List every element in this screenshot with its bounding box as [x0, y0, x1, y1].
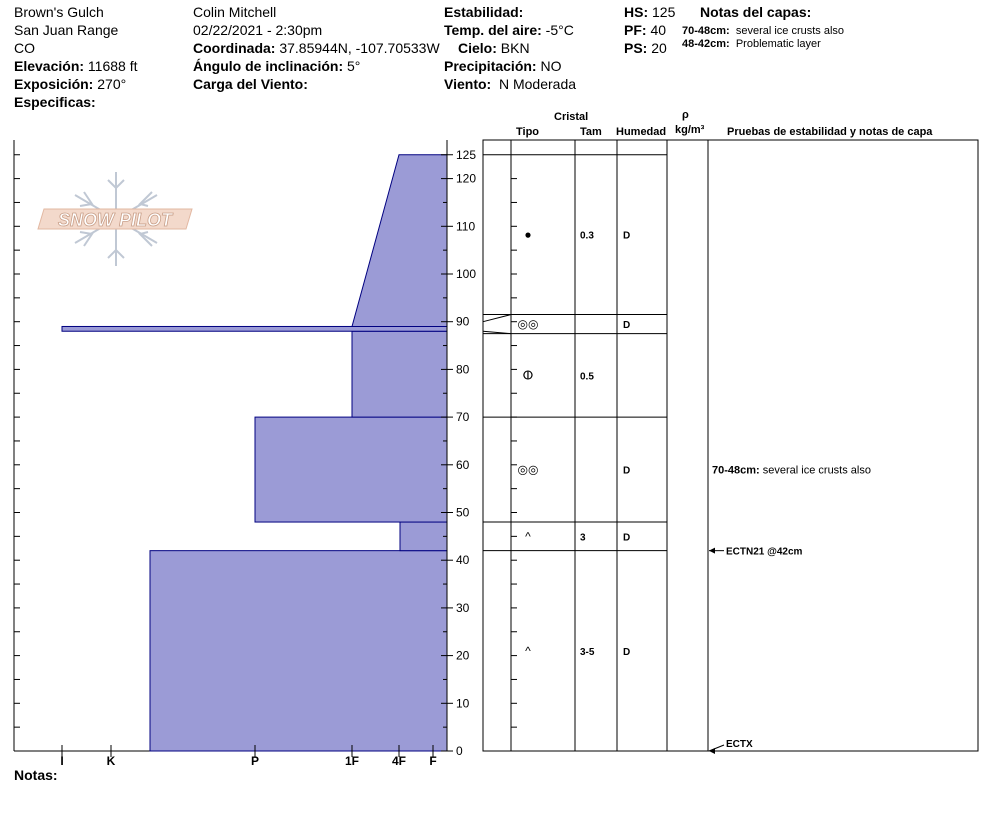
depth-tick-label: 120 [456, 171, 477, 186]
pf-value: 40 [650, 22, 667, 38]
depth-connector [483, 315, 511, 322]
grain-size: 0.5 [580, 371, 594, 383]
grain-type-symbol: ◎◎ [517, 317, 539, 332]
depth-tick-label: 80 [456, 362, 470, 377]
hardness-tick-label: K [106, 754, 116, 768]
stability-label: Estabilidad: [444, 4, 524, 20]
grain-size: 0.3 [580, 230, 594, 242]
specifics-label: Especificas: [14, 94, 96, 110]
hardness-tick-label: P [250, 754, 260, 768]
sky-value: BKN [500, 40, 530, 56]
aspect-label: Exposición: [14, 76, 94, 92]
pf-label: PF: [624, 22, 647, 38]
elevation-label: Elevación: [14, 58, 85, 74]
logo-text: SNOW PILOT [58, 210, 172, 230]
hs-value: 125 [652, 4, 676, 20]
depth-tick-label: 30 [456, 600, 470, 615]
depth-tick-label: 50 [456, 505, 470, 520]
wind-load-label: Carga del Viento: [193, 76, 308, 92]
test-marker-arrow [709, 748, 715, 754]
precip-label: Precipitación: [444, 58, 537, 74]
type-header: Tipo [516, 126, 540, 138]
depth-tick-label: 60 [456, 457, 470, 472]
observation-datetime: 02/22/2021 - 2:30pm [193, 22, 323, 38]
air-temp-label: Temp. del aire: [444, 22, 542, 38]
grain-type-symbol: ● [524, 227, 532, 242]
ps-label: PS: [624, 40, 648, 56]
density-unit-header: kg/m³ [675, 124, 705, 136]
depth-tick-label: 0 [456, 744, 463, 758]
test-label: ECTX [726, 739, 753, 750]
aspect-value: 270° [97, 76, 127, 92]
grain-type-symbol: ^ [525, 529, 531, 544]
air-temp-value: -5°C [545, 22, 574, 38]
hardness-tick-label: 1F [344, 754, 360, 768]
observer: Colin Mitchell [193, 4, 277, 20]
layer-notes-title: Notas del capas: [700, 4, 812, 20]
depth-tick-label: 90 [456, 314, 470, 329]
layer-note: 70-48cm: several ice crusts also [712, 464, 871, 477]
depth-tick-label: 20 [456, 648, 470, 663]
wind-label: Viento: [444, 76, 492, 92]
hardness-bar [400, 522, 447, 551]
precip-value: NO [540, 58, 562, 74]
incline-label: Ángulo de inclinación: [193, 58, 344, 74]
location-name: Brown's Gulch [14, 4, 104, 20]
state: CO [14, 40, 35, 56]
hs-label: HS: [624, 4, 649, 20]
grain-type-symbol: ◎◎ [517, 462, 539, 477]
depth-tick-label: 70 [456, 410, 470, 425]
grain-size: 3-5 [580, 646, 595, 658]
ps-value: 20 [651, 40, 667, 56]
moisture-value: D [623, 465, 631, 477]
grain-type-symbol: ^ [525, 643, 531, 658]
size-header: Tam [580, 126, 602, 138]
snowpilot-logo [38, 172, 192, 266]
rho-header: ρ [682, 109, 689, 121]
hardness-bar [352, 331, 447, 417]
depth-tick-label: 10 [456, 696, 470, 711]
wind-value: N Moderada [498, 76, 577, 92]
layer-table-frame [483, 140, 978, 751]
layer-note-text: several ice crusts also [735, 25, 845, 37]
hardness-bar [150, 551, 447, 751]
hardness-bar [62, 326, 447, 331]
moisture-value: D [623, 230, 631, 242]
test-label: ECTN21 @42cm [726, 546, 803, 558]
incline-value: 5° [347, 58, 361, 74]
hardness-tick-label: I [60, 754, 64, 768]
layer-note-text: Problematic layer [735, 38, 821, 50]
hardness-bar [255, 417, 447, 522]
moisture-value: D [623, 320, 631, 332]
layer-note-range: 48-42cm: [682, 38, 730, 50]
notes-label: Notas: [14, 767, 58, 783]
moisture-value: D [623, 646, 631, 658]
layer-note-range: 70-48cm: [682, 25, 730, 37]
hardness-bar [352, 155, 447, 327]
tests-header: Pruebas de estabilidad y notas de capa [727, 126, 933, 138]
moisture-value: D [623, 532, 631, 544]
hardness-tick-label: 4F [391, 754, 407, 768]
mountain-range: San Juan Range [14, 22, 119, 38]
grain-size: 3 [580, 532, 586, 544]
elevation-value: 11688 ft [87, 58, 138, 74]
grain-type-symbol: ⵀ [522, 368, 534, 383]
crystal-header: Cristal [554, 111, 589, 123]
depth-tick-label: 110 [456, 219, 476, 234]
moisture-header: Humedad [616, 126, 667, 138]
sky-label: Cielo: [458, 40, 497, 56]
test-marker-arrow [709, 548, 715, 554]
hardness-tick-label: F [429, 754, 437, 768]
depth-tick-label: 125 [456, 147, 477, 162]
depth-tick-label: 100 [456, 267, 477, 281]
coord-label: Coordinada: [193, 40, 276, 56]
depth-tick-label: 40 [456, 553, 470, 568]
coord-value: 37.85944N, -107.70533W [279, 40, 440, 56]
